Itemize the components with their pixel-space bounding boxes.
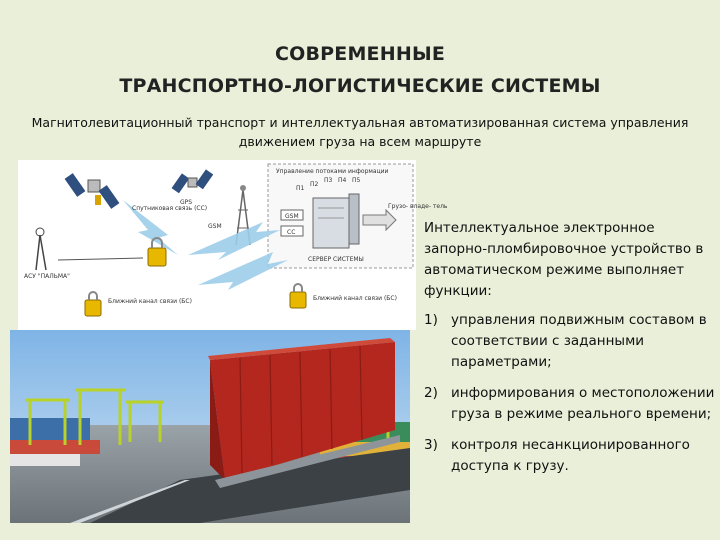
- connector-line: [58, 258, 143, 260]
- title-line-1: СОВРЕМЕННЫЕ: [274, 43, 446, 65]
- asu-label: АСУ "ПАЛЬМА": [24, 273, 70, 280]
- list-item-text: контроля несанкционированного доступа к грузу.: [451, 437, 690, 474]
- near-link-left-label: Ближний канал связи (БС): [108, 298, 192, 305]
- p4-label: П4: [338, 177, 347, 184]
- list-item-text: управления подвижным составом в соответствии с заданными параметрами;: [451, 312, 707, 370]
- flow-title-label: Управление потоками информации: [276, 168, 389, 175]
- functions-intro: Интеллектуальное электронное запорно-пломбировочное устройство в автоматическом режиме выполняет функции:: [424, 220, 704, 299]
- list-item: [424, 310, 716, 373]
- gps-satellite-icon: [172, 169, 214, 193]
- cargo-owner-label: Грузо- владе- тель: [388, 203, 448, 210]
- functions-list: [424, 310, 716, 477]
- lightning-icon: [188, 222, 280, 260]
- satellite-icon: [65, 173, 120, 209]
- p3-label: П3: [324, 177, 333, 184]
- gsm-box-label: GSM: [285, 213, 299, 220]
- gsm-label: GSM: [208, 223, 222, 230]
- p2-label: П2: [310, 181, 319, 188]
- p1-label: П1: [296, 185, 305, 192]
- p5-label: П5: [352, 177, 361, 184]
- list-item-number: 2): [424, 385, 438, 401]
- cc-box-label: СС: [287, 229, 296, 236]
- functions-text: [424, 218, 716, 487]
- list-item: [424, 435, 716, 477]
- gps-label: GPS: [180, 199, 193, 206]
- antenna-icon: [36, 228, 46, 270]
- list-item-text: информирования о местоположении груза в режиме реального времени;: [451, 385, 715, 422]
- lock-icon: [85, 292, 101, 316]
- list-item-number: 1): [424, 312, 438, 328]
- list-item: [424, 383, 716, 425]
- server-label: СЕРВЕР СИСТЕМЫ: [308, 256, 364, 263]
- near-link-right-label: Ближний канал связи (БС): [313, 295, 397, 302]
- diagram-svg: [18, 160, 448, 330]
- slide-subtitle: Магнитолевитационный транспорт и интеллектуальная автоматизированная система управления движением груза на всем маршруте: [31, 115, 689, 149]
- title-line-2: ТРАНСПОРТНО-ЛОГИСТИЧЕСКИЕ СИСТЕМЫ: [119, 75, 601, 97]
- container-terminal-photo: [10, 330, 410, 523]
- logistics-system-diagram: [18, 160, 448, 330]
- server-icon: [313, 194, 359, 248]
- lock-icon: [290, 284, 306, 308]
- list-item-number: 3): [424, 437, 438, 453]
- slide-title: [0, 38, 720, 102]
- satellite-link-label: Спутниковая связь (СС): [132, 205, 208, 212]
- photo-svg: [10, 330, 410, 523]
